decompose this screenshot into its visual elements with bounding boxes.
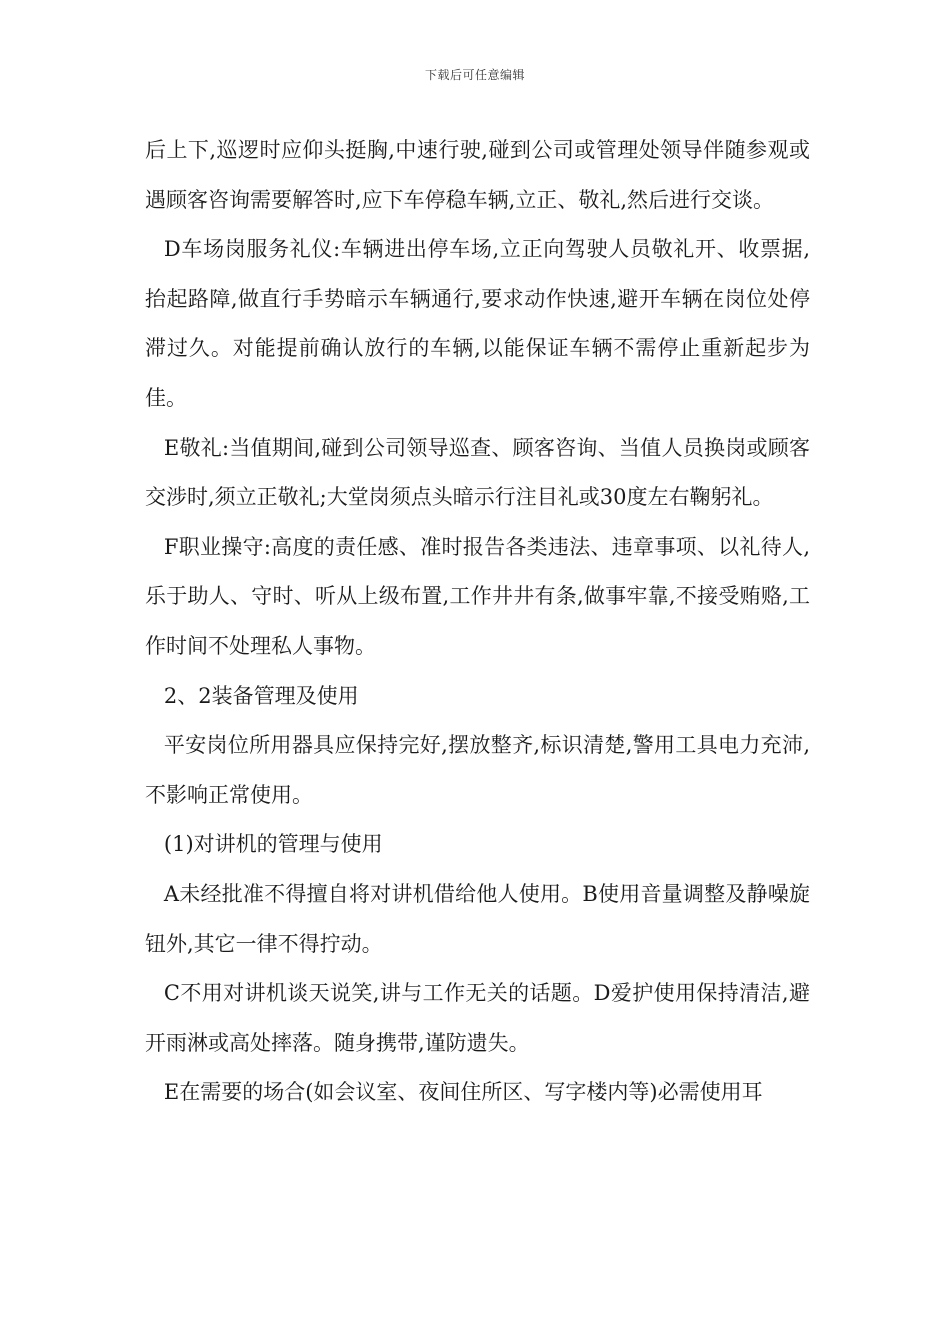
paragraph-walkie-rule-a-b: A未经批准不得擅自将对讲机借给他人使用。B使用音量调整及静噪旋钮外,其它一律不得拧动。 <box>145 881 810 956</box>
paragraph-equipment-upkeep: 平安岗位所用器具应保持完好,摆放整齐,标识清楚,警用工具电力充沛,不影响正常使用。 <box>145 733 810 807</box>
subheading-walkie-talkie: (1)对讲机的管理与使用 <box>163 832 383 857</box>
section-heading-equipment: 2、2装备管理及使用 <box>163 683 359 708</box>
paragraph-walkie-rule-c-d: C不用对讲机谈天说笑,讲与工作无关的话题。D爱护使用保持清洁,避开雨淋或高处摔落。随身携带,谨防遗失。 <box>145 981 810 1055</box>
paragraph-patrol-continued: 后上下,巡逻时应仰头挺胸,中速行驶,碰到公司或管理处领导伴随参观或遇顾客咨询需要解答时,应下车停稳车辆,立正、敬礼,然后进行交谈。 <box>145 138 810 212</box>
paragraph-parking-etiquette: D车场岗服务礼仪:车辆进出停车场,立正向驾驶人员敬礼开、收票据,抬起路障,做直行手势暗示车辆通行,要求动作快速,避开车辆在岗位处停滞过久。对能提前确认放行的车辆,以能保证车辆不需停止重新起步为佳。 <box>145 237 810 410</box>
document-body <box>145 126 810 1118</box>
paragraph-salute: E敬礼:当值期间,碰到公司领导巡查、顾客咨询、当值人员换岗或顾客交涉时,须立正敬礼;大堂岗须点头暗示行注目礼或30度左右鞠躬礼。 <box>145 435 810 510</box>
paragraph-professional-ethics: F职业操守:高度的责任感、准时报告各类违法、违章事项、以礼待人,乐于助人、守时、听从上级布置,工作井井有条,做事牢靠,不接受贿赂,工作时间不处理私人事物。 <box>145 534 810 658</box>
paragraph-walkie-rule-e: E在需要的场合(如会议室、夜间住所区、写字楼内等)必需使用耳 <box>163 1080 763 1105</box>
page-header-note: 下载后可任意编辑 <box>424 68 525 82</box>
